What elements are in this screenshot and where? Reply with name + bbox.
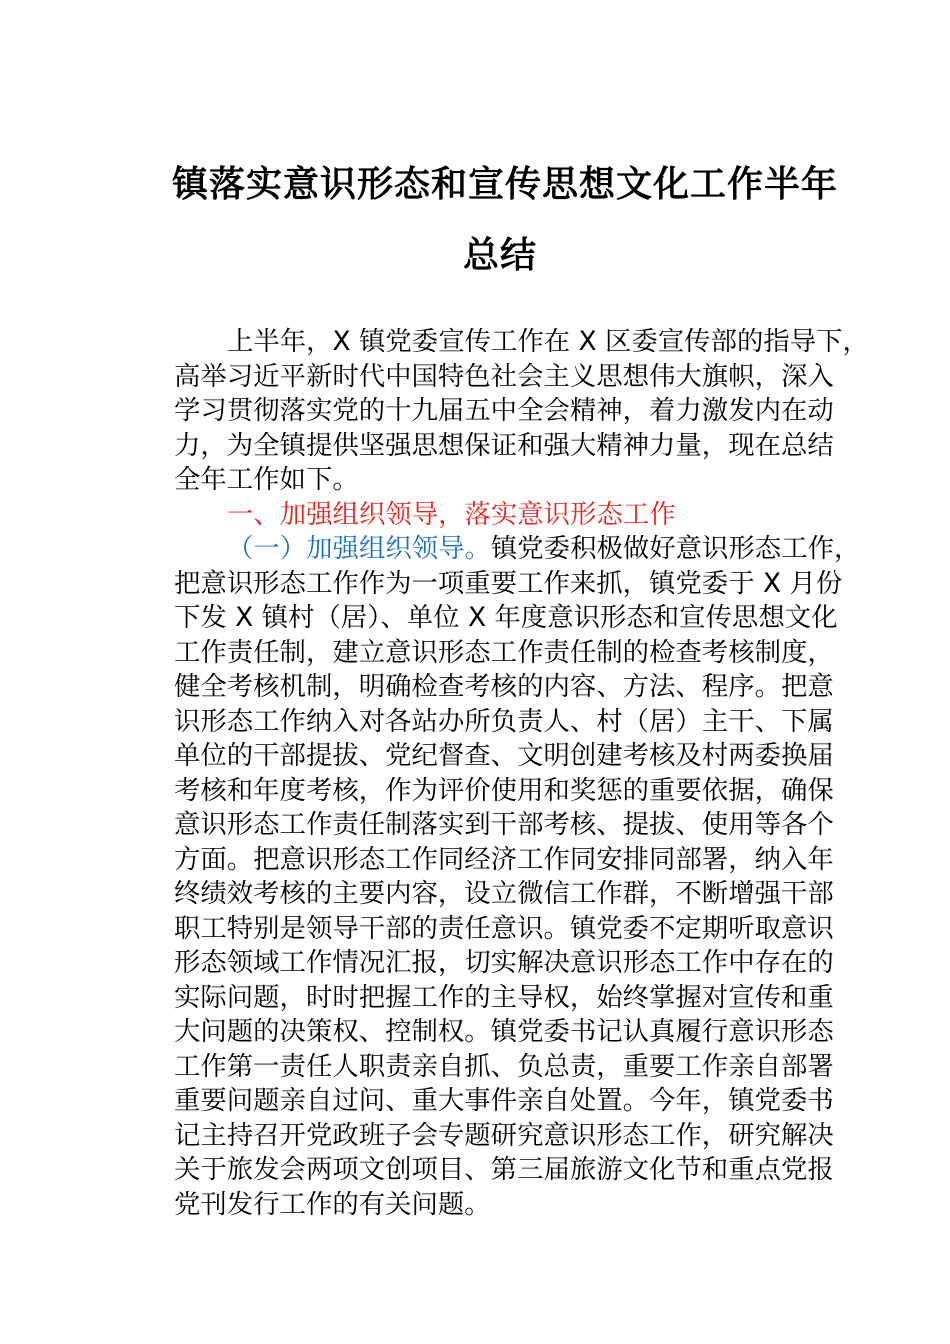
document-title-line-1: 镇落实意识形态和宣传思想文化工作半年 <box>171 164 838 205</box>
paragraph-2-line: 单位的干部提拔、党纪督查、文明创建考核及村两委换届 <box>174 740 834 771</box>
paragraph-2-line: 把意识形态工作作为一项重要工作来抓，镇党委于 X 月份 <box>174 567 843 599</box>
paragraph-1-line: 高举习近平新时代中国特色社会主义思想伟大旗帜，深入 <box>174 360 834 392</box>
paragraph-1-line: 上半年，X 镇党委宣传工作在 X 区委宣传部的指导下， <box>227 326 869 357</box>
paragraph-2-line: 大问题的决策权、控制权。镇党委书记认真履行意识形态 <box>174 1016 834 1047</box>
paragraph-2-line: 实际问题，时时把握工作的主导权，始终掌握对宣传和重 <box>174 981 834 1013</box>
paragraph-2-line: 职工特别是领导干部的责任意识。镇党委不定期听取意识 <box>174 912 834 944</box>
paragraph-2-line: 健全考核机制，明确检查考核的内容、方法、程序。把意 <box>174 671 834 702</box>
subsection-heading-1: （一）加强组织领导。 <box>227 533 491 564</box>
paragraph-2-line: 党刊发行工作的有关问题。 <box>174 1188 491 1220</box>
paragraph-2-line: 识形态工作纳入对各站办所负责人、村（居）主干、下属 <box>174 705 834 737</box>
paragraph-2-line: 关于旅发会两项文创项目、第三届旅游文化节和重点党报 <box>174 1154 834 1185</box>
document-title-line-2: 总结 <box>462 235 537 276</box>
document-body <box>174 325 869 1222</box>
paragraph-2-line: 重要问题亲自过问、重大事件亲自处置。今年，镇党委书 <box>174 1085 834 1116</box>
paragraph-1-line: 全年工作如下。 <box>174 464 359 495</box>
paragraph-2-first-line <box>174 532 861 567</box>
paragraph-2-line: 考核和年度考核，作为评价使用和奖惩的重要依据，确保 <box>174 774 834 806</box>
paragraph-2-line: 工作责任制，建立意识形态工作责任制的检查考核制度， <box>174 636 834 668</box>
paragraph-2-line: 下发 X 镇村（居）、单位 X 年度意识形态和宣传思想文化 <box>174 602 838 633</box>
paragraph-1-line: 力，为全镇提供坚强思想保证和强大精神力量，现在总结 <box>174 429 834 461</box>
paragraph-2-line: 工作第一责任人职责亲自抓、负总责，重要工作亲自部署 <box>174 1050 834 1082</box>
paragraph-2-line: 方面。把意识形态工作同经济工作同安排同部署，纳入年 <box>174 843 834 875</box>
section-heading-1: 一、加强组织领导，落实意识形态工作 <box>227 498 676 530</box>
paragraph-2-line: 记主持召开党政班子会专题研究意识形态工作，研究解决 <box>174 1119 834 1151</box>
paragraph-1-line: 学习贯彻落实党的十九届五中全会精神，着力激发内在动 <box>174 395 834 426</box>
paragraph-2-line: 意识形态工作责任制落实到干部考核、提拔、使用等各个 <box>174 809 834 840</box>
paragraph-2-line: 终绩效考核的主要内容，设立微信工作群，不断增强干部 <box>174 878 834 909</box>
paragraph-2-line: 形态领域工作情况汇报，切实解决意识形态工作中存在的 <box>174 947 834 978</box>
paragraph-2-first-line-text: 镇党委积极做好意识形态工作， <box>490 533 861 564</box>
